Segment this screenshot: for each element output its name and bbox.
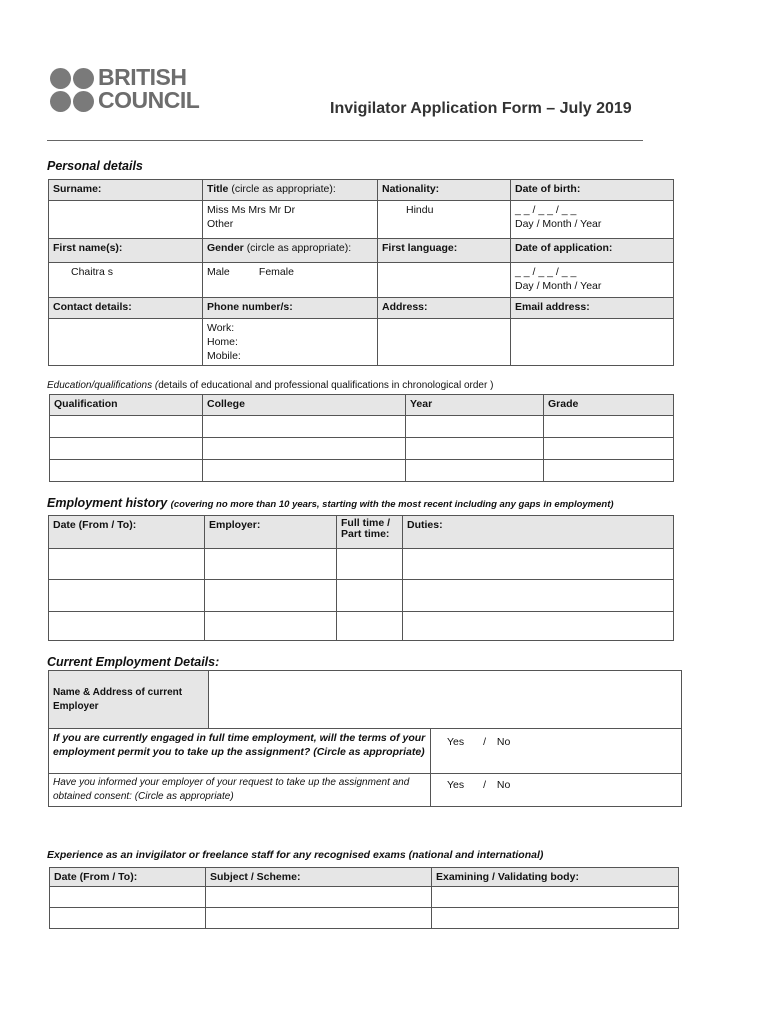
address-label: Address: (378, 298, 511, 319)
table-cell[interactable] (432, 887, 679, 908)
title-options-field[interactable] (203, 201, 378, 239)
col-subject-scheme: Subject / Scheme: (206, 868, 432, 887)
table-cell[interactable] (203, 460, 406, 482)
british-council-logo (50, 66, 210, 116)
address-field[interactable] (378, 319, 511, 366)
yes-option[interactable]: Yes (447, 779, 465, 791)
table-cell[interactable] (406, 438, 544, 460)
employer-name-address-field[interactable] (209, 671, 682, 729)
col-college: College (203, 395, 406, 416)
yes-option[interactable]: Yes (447, 736, 465, 748)
gender-label (203, 239, 378, 263)
table-cell[interactable] (544, 416, 674, 438)
phone-label: Phone number/s: (203, 298, 378, 319)
table-cell[interactable] (337, 549, 403, 580)
current-employment-heading: Current Employment Details: (47, 655, 220, 669)
table-cell[interactable] (50, 416, 203, 438)
title-divider (47, 140, 643, 141)
email-field[interactable] (511, 319, 674, 366)
logo-text (98, 66, 199, 112)
no-option[interactable]: No (496, 779, 511, 791)
logo-dot (73, 91, 94, 112)
col-qualification: Qualification (50, 395, 203, 416)
col-date-from-to: Date (From / To): (49, 516, 205, 549)
col-year: Year (406, 395, 544, 416)
table-cell[interactable] (206, 887, 432, 908)
employer-name-address-label: Name & Address of current Employer (49, 671, 209, 729)
employment-history-heading (47, 496, 614, 510)
phone-field[interactable] (203, 319, 378, 366)
logo-dot (50, 68, 71, 89)
phone-home-label: Home: (207, 336, 238, 348)
employment-terms-answer[interactable] (431, 729, 682, 774)
table-cell[interactable] (50, 908, 206, 929)
dob-blank: _ _ / _ _ / _ _ (515, 204, 577, 216)
education-heading (47, 380, 493, 391)
table-cell[interactable] (203, 438, 406, 460)
table-cell[interactable] (206, 908, 432, 929)
no-option[interactable]: No (496, 736, 511, 748)
phone-mobile-label: Mobile: (207, 350, 241, 362)
table-cell[interactable] (403, 612, 674, 641)
dob-label: Date of birth: (511, 180, 674, 201)
logo-text-line1: BRITISH (98, 64, 187, 90)
title-label (203, 180, 378, 201)
title-option-other[interactable]: Other (207, 218, 234, 230)
first-name-label: First name(s): (49, 239, 203, 263)
gender-hint: (circle as appropriate): (246, 242, 352, 254)
experience-table (49, 867, 679, 929)
title-options[interactable]: Miss Ms Mrs Mr Dr (207, 204, 296, 216)
table-cell[interactable] (203, 416, 406, 438)
col-examining-body: Examining / Validating body: (432, 868, 679, 887)
gender-options-field[interactable] (203, 263, 378, 298)
gender-options[interactable]: Male Female (207, 266, 294, 278)
experience-heading: Experience as an invigilator or freelance staff for any recognised exams (national and international) (47, 849, 544, 861)
table-cell[interactable] (544, 438, 674, 460)
nationality-value: Hindu (406, 204, 434, 216)
logo-text-line2: COUNCIL (98, 87, 200, 113)
employment-history-table (48, 515, 674, 641)
employment-history-heading-detail: (covering no more than 10 years, starting with the most recent including any gaps in employment) (170, 499, 614, 510)
doa-label: Date of application: (511, 239, 674, 263)
doa-field[interactable] (511, 263, 674, 298)
logo-dots-icon (50, 66, 98, 114)
table-cell[interactable] (544, 460, 674, 482)
table-cell[interactable] (205, 580, 337, 612)
table-cell[interactable] (337, 580, 403, 612)
col-date-from-to: Date (From / To): (50, 868, 206, 887)
nationality-label: Nationality: (378, 180, 511, 201)
table-cell[interactable] (50, 460, 203, 482)
doa-blank: _ _ / _ _ / _ _ (515, 266, 577, 278)
contact-label: Contact details: (49, 298, 203, 319)
contact-field[interactable] (49, 319, 203, 366)
table-cell[interactable] (205, 549, 337, 580)
form-title: Invigilator Application Form – July 2019 (330, 100, 632, 117)
personal-details-table (48, 179, 674, 366)
surname-field[interactable] (49, 201, 203, 239)
first-language-label: First language: (378, 239, 511, 263)
table-cell[interactable] (50, 887, 206, 908)
table-cell[interactable] (406, 416, 544, 438)
table-cell[interactable] (337, 612, 403, 641)
table-cell[interactable] (50, 438, 203, 460)
education-heading-detail: details of educational and professional qualifications in chronological order ) (158, 380, 494, 391)
email-label: Email address: (511, 298, 674, 319)
employer-consent-question: Have you informed your employer of your request to take up the assignment and obtained consent: (Circle as appropriate) (49, 774, 431, 807)
logo-dot (50, 91, 71, 112)
logo-dot (73, 68, 94, 89)
table-cell[interactable] (406, 460, 544, 482)
col-employer: Employer: (205, 516, 337, 549)
table-cell[interactable] (205, 612, 337, 641)
table-cell[interactable] (49, 549, 205, 580)
col-grade: Grade (544, 395, 674, 416)
table-cell[interactable] (403, 580, 674, 612)
title-label-text: Title (207, 183, 229, 195)
yes-no-separator: / (483, 736, 486, 748)
first-name-value: Chaitra s (71, 266, 114, 278)
table-cell[interactable] (49, 580, 205, 612)
employer-consent-answer[interactable] (431, 774, 682, 807)
employment-history-heading-text: Employment history (47, 496, 168, 510)
col-duties: Duties: (403, 516, 674, 549)
yes-no-separator: / (483, 779, 486, 791)
current-employment-table (48, 670, 682, 807)
surname-label: Surname: (49, 180, 203, 201)
table-cell[interactable] (49, 612, 205, 641)
doa-format: Day / Month / Year (515, 280, 602, 292)
table-cell[interactable] (403, 549, 674, 580)
nationality-field[interactable] (378, 201, 511, 239)
gender-label-text: Gender (207, 242, 244, 254)
first-language-field[interactable] (378, 263, 511, 298)
personal-details-heading: Personal details (47, 159, 143, 173)
first-name-field[interactable] (49, 263, 203, 298)
phone-work-label: Work: (207, 322, 235, 334)
table-cell[interactable] (432, 908, 679, 929)
col-full-part-time: Full time / Part time: (337, 516, 403, 549)
dob-format: Day / Month / Year (515, 218, 602, 230)
education-heading-text: Education/qualifications ( (47, 380, 159, 391)
dob-field[interactable] (511, 201, 674, 239)
title-hint: (circle as appropriate): (231, 183, 336, 195)
employment-terms-question: If you are currently engaged in full time employment, will the terms of your employment permit you to take up the assignment? (Circle as appropriate) (49, 729, 431, 774)
education-table (49, 394, 674, 482)
